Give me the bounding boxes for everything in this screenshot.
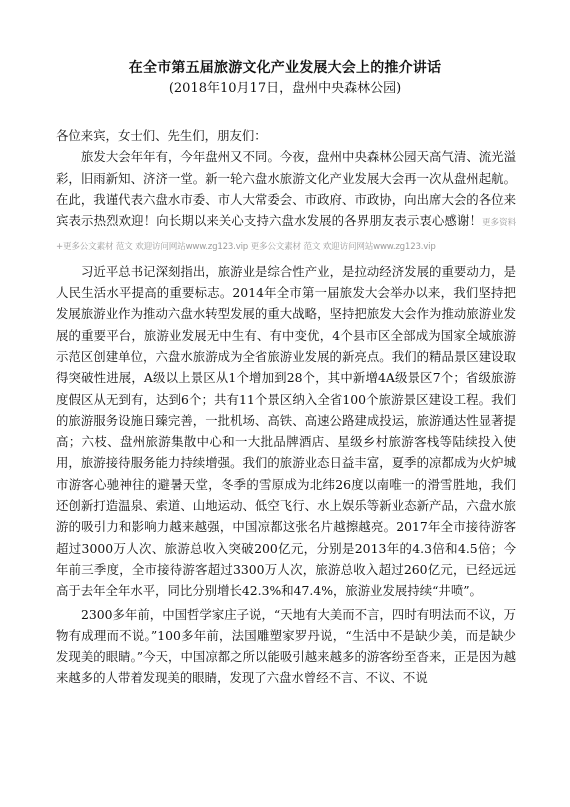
document-title: 在全市第五届旅游文化产业发展大会上的推介讲话 (128, 60, 442, 76)
paragraph-3: 2300多年前，中国哲学家庄子说，“天地有大美而不言，四时有明法而不议，万物有成理而不说。”100多年前，法国雕塑家罗丹说，“生活中不是缺少美，而是缺少发现美的眼睛。”今天，中国凉都之所以能吸引越来越多的游客纷至沓来，正是因为越来越多的人带着发现美的眼睛，发现了六盘水曾经不言、不议、不说 (56, 606, 516, 686)
document-body (56, 125, 516, 689)
paragraph-1 (56, 146, 516, 258)
document-subtitle: (2018年10月17日，盘州中央森林公园) (168, 81, 402, 96)
watermark-text: 更多资料 +更多公文素材 范文 欢迎访问网站www.zg123.vip 更多公文素材 范文 欢迎访问网站www.zg123.vip (56, 218, 517, 253)
paragraph-2: 习近平总书记深刻指出，旅游业是综合性产业，是拉动经济发展的重要动力，是人民生活水平提高的重要标志。2014年全市第一届旅发大会举办以来，我们坚持把发展旅游业作为推动六盘水转型发展的重大战略，坚持把旅发大会作为推动旅游业发展的重要平台，旅游业发展无中生有、有中变优，4个县市区全部成为国家全域旅游示范区创建单位，六盘水旅游成为全省旅游业发展的新亮点。我们的精品景区建设取得突破性进展，A级以上景区从1个增加到28个，其中新增4A级景区7个；省级旅游度假区从无到有，达到6个；共有11个景区纳入全省100个旅游景区建设工程。我们的旅游服务设施日臻完善，一批机场、高铁、高速公路建成投运，旅游通达性显著提高；六枝、盘州旅游集散中心和一大批品牌酒店、星级乡村旅游客栈等陆续投入使用，旅游接待服务能力持续增强。我们的旅游业态日益丰富，夏季的凉都成为火炉城市游客心驰神往的避暑天堂，冬季的雪原成为北纬26度以南唯一的滑雪胜地，我们还创新打造温泉、索道、山地运动、低空飞行、水上娱乐等新业态新产品，六盘水旅游的吸引力和影响力越来越强，中国凉都这张名片越擦越亮。2017年全市接待游客超过3000万人次、旅游总收入突破200亿元，分别是2013年的4.3倍和4.5倍；今年前三季度，全市接待游客超过3300万人次，旅游总收入超过260亿元，已经远远高于去年全年水平，同比分别增长42.3%和47.4%，旅游业发展持续“井喷”。 (56, 263, 516, 599)
salutation: 各位来宾，女士们、先生们，朋友们： (56, 128, 267, 143)
paragraph-1-text: 旅发大会年年有，今年盘州又不同。今夜，盘州中央森林公园天高气清、流光溢彩，旧雨新知、济济一堂。新一轮六盘水旅游文化产业发展大会再一次从盘州起航。在此，我谨代表六盘水市委、市人大常委会、市政府、市政协，向出席大会的各位来宾表示热烈欢迎！向长期以来关心支持六盘水发展的各界朋友表示衷心感谢！ (56, 149, 516, 229)
